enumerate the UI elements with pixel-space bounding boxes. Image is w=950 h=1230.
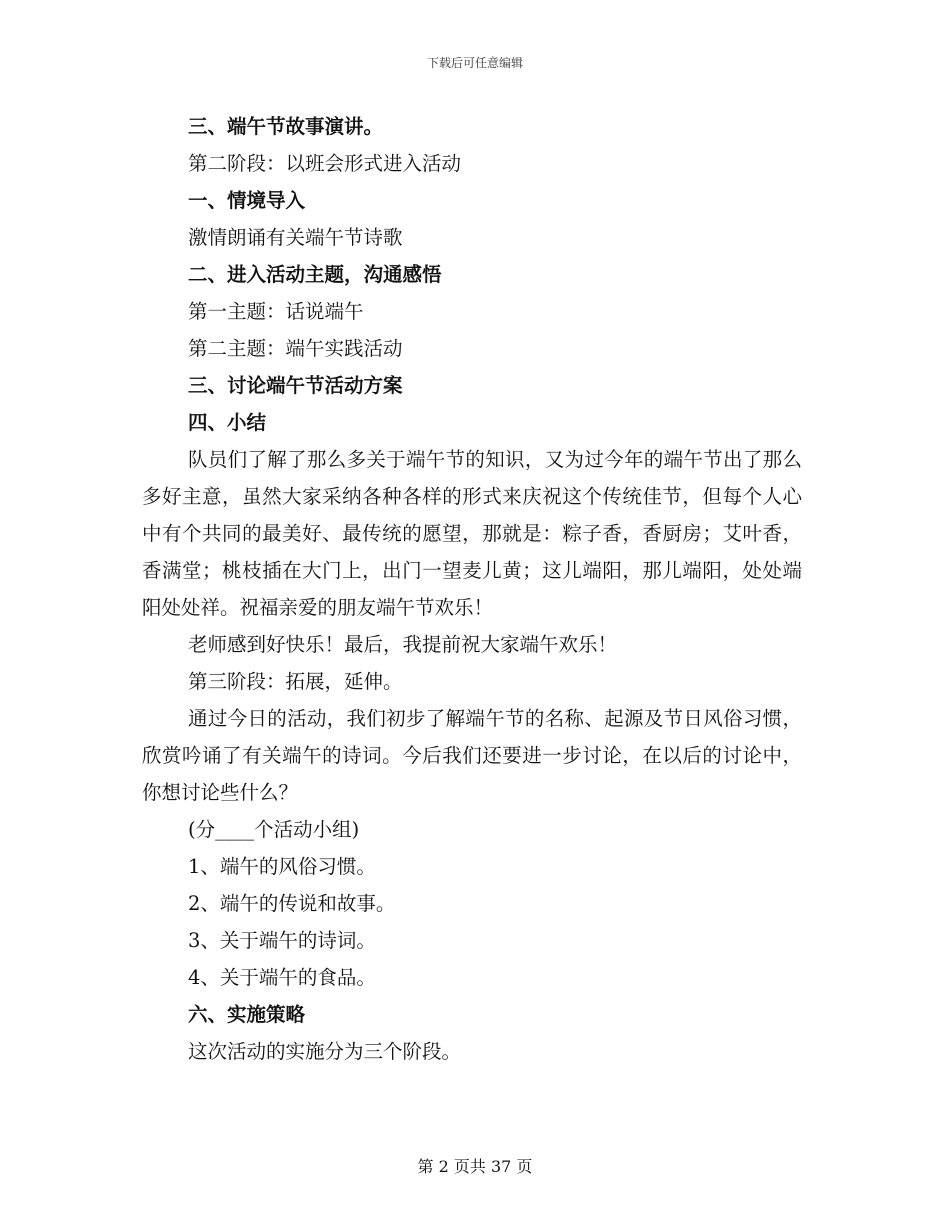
extension-paragraph: 通过今日的活动，我们初步了解端午节的名称、起源及节日风俗习惯，欣赏吟诵了有关端午的诗词。今后我们还要进一步讨论，在以后的讨论中，你想讨论些什么？ xyxy=(142,707,802,804)
heading-summary: 四、小结 xyxy=(188,411,267,434)
summary-paragraph: 队员们了解了那么多关于端午节的知识，又为过今年的端午节出了那么多好主意，虽然大家采纳各种各样的形式来庆祝这个传统佳节，但每个人心中有个共同的最美好、最传统的愿望，那就是：粽子香，香厨房；艾叶香，香满堂；桃枝插在大门上，出门一望麦儿黄；这儿端阳，那儿端阳，处处端阳处处祥。祝福亲爱的朋友端午节欢乐！ xyxy=(142,448,802,619)
poem-recital-line: 激情朗诵有关端午节诗歌 xyxy=(188,226,403,249)
page-footer: 第 2 页共 37 页 xyxy=(417,1157,533,1176)
heading-strategy: 六、实施策略 xyxy=(188,1003,306,1026)
theme-one-line: 第一主题：话说端午 xyxy=(188,300,364,323)
strategy-line: 这次活动的实施分为三个阶段。 xyxy=(188,1040,462,1063)
theme-two-line: 第二主题：端午实践活动 xyxy=(188,337,403,360)
stage-three-line: 第三阶段：拓展，延伸。 xyxy=(188,670,403,693)
heading-activity-theme: 二、进入活动主题，沟通感悟 xyxy=(188,263,442,286)
heading-story-speech: 三、端午节故事演讲。 xyxy=(188,115,384,138)
page-header: 下载后可任意编辑 xyxy=(426,56,523,70)
list-item: 2、端午的传说和故事。 xyxy=(188,892,396,915)
heading-discuss-plan: 三、讨论端午节活动方案 xyxy=(188,374,403,397)
list-item: 4、关于端午的食品。 xyxy=(188,966,376,989)
group-count-line: (分____个活动小组) xyxy=(188,818,360,841)
teacher-line: 老师感到好快乐！最后，我提前祝大家端午欢乐！ xyxy=(188,633,618,656)
stage-two-line: 第二阶段：以班会形式进入活动 xyxy=(188,152,462,175)
heading-situation-intro: 一、情境导入 xyxy=(188,189,306,212)
document-body xyxy=(142,108,802,1070)
list-item: 3、关于端午的诗词。 xyxy=(188,929,376,952)
list-item: 1、端午的风俗习惯。 xyxy=(188,855,376,878)
